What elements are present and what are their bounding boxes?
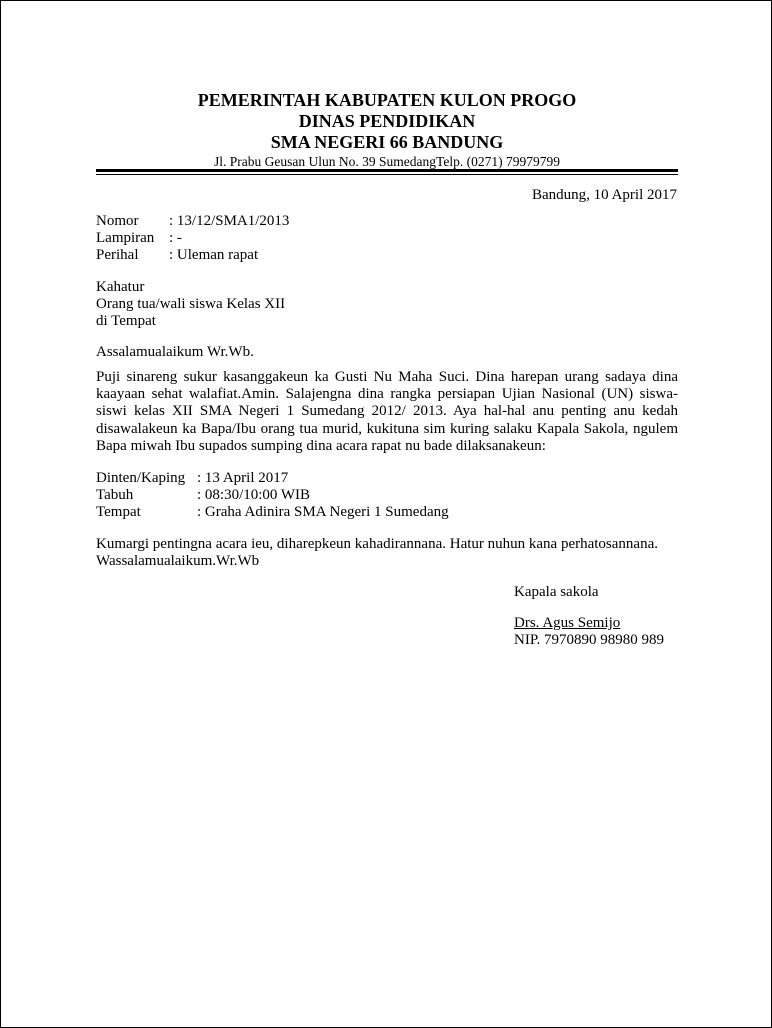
detail-tempat-label: Tempat [96,504,141,520]
detail-tabuh-label: Tabuh [96,487,134,503]
meta-nomor-label: Nomor [96,213,139,229]
meta-lampiran-value: : - [169,230,182,246]
closing-line-2: Wassalamualaikum.Wr.Wb [96,553,260,569]
recipient-line-3: di Tempat [96,313,156,329]
detail-dinten-label: Dinten/Kaping [96,470,186,486]
greeting: Assalamualaikum Wr.Wb. [96,344,254,360]
detail-dinten [96,470,288,487]
detail-tempat-value: : Graha Adinira SMA Negeri 1 Sumedang [197,504,449,520]
body-paragraph [96,369,678,455]
meta-perihal-label: Perihal [96,247,139,263]
letterhead-rule-thin [96,174,678,175]
letterhead-department: DINAS PENDIDIKAN [298,111,476,131]
signature-nip: NIP. 7970890 98980 989 [514,632,665,648]
recipient-line-1: Kahatur [96,279,145,295]
signature-name: Drs. Agus Semijo [514,615,621,631]
meta-perihal-value: : Uleman rapat [169,247,259,263]
detail-dinten-value: : 13 April 2017 [197,470,289,486]
meta-perihal [96,247,258,264]
meta-lampiran-label: Lampiran [96,230,155,246]
signature-title: Kapala sakola [514,584,599,600]
letter-date: Bandung, 10 April 2017 [532,187,677,203]
detail-tabuh-value: : 08:30/10:00 WIB [197,487,311,503]
body-line: Puji sinareng sukur kasanggakeun ka Gusti Nu Maha Suci. Dina harepan urang sadaya dina [96,369,678,385]
letterhead-school: SMA NEGERI 66 BANDUNG [270,132,504,152]
body-line: Bapa miwah Ibu supados sumping dina acara rapat nu bade dilaksanakeun: [96,437,546,454]
letterhead-government: PEMERINTAH KABUPATEN KULON PROGO [197,90,577,110]
body-line: kaayaan sehat walafiat.Amin. Salajengna dina rangka persiapan Ujian Nasional (UN) siswa- [96,386,678,403]
detail-tempat [96,504,449,521]
letterhead [96,90,678,170]
closing-line-1: Kumargi pentingna acara ieu, diharepkeun kahadirannana. Hatur nuhun kana perhatosannana. [96,536,658,552]
meta-nomor [96,213,289,230]
recipient-line-2: Orang tua/wali siswa Kelas XII [96,296,286,312]
letterhead-rule-thick [96,169,678,172]
meta-nomor-value: : 13/12/SMA1/2013 [169,213,290,229]
body-line: disawalakeun ka Bapa/Ibu orang tua murid, kukituna sim kuring salaku Kapala Sakola, ngulem [96,420,678,437]
meta-lampiran [96,230,182,247]
letterhead-address: Jl. Prabu Geusan Ulun No. 39 SumedangTelp. (0271) 79979799 [214,154,560,169]
body-line: siswi kelas XII SMA Negeri 1 Sumedang 2012/ 2013. Aya hal-hal anu penting anu kedah [96,403,678,420]
detail-tabuh [96,487,310,504]
